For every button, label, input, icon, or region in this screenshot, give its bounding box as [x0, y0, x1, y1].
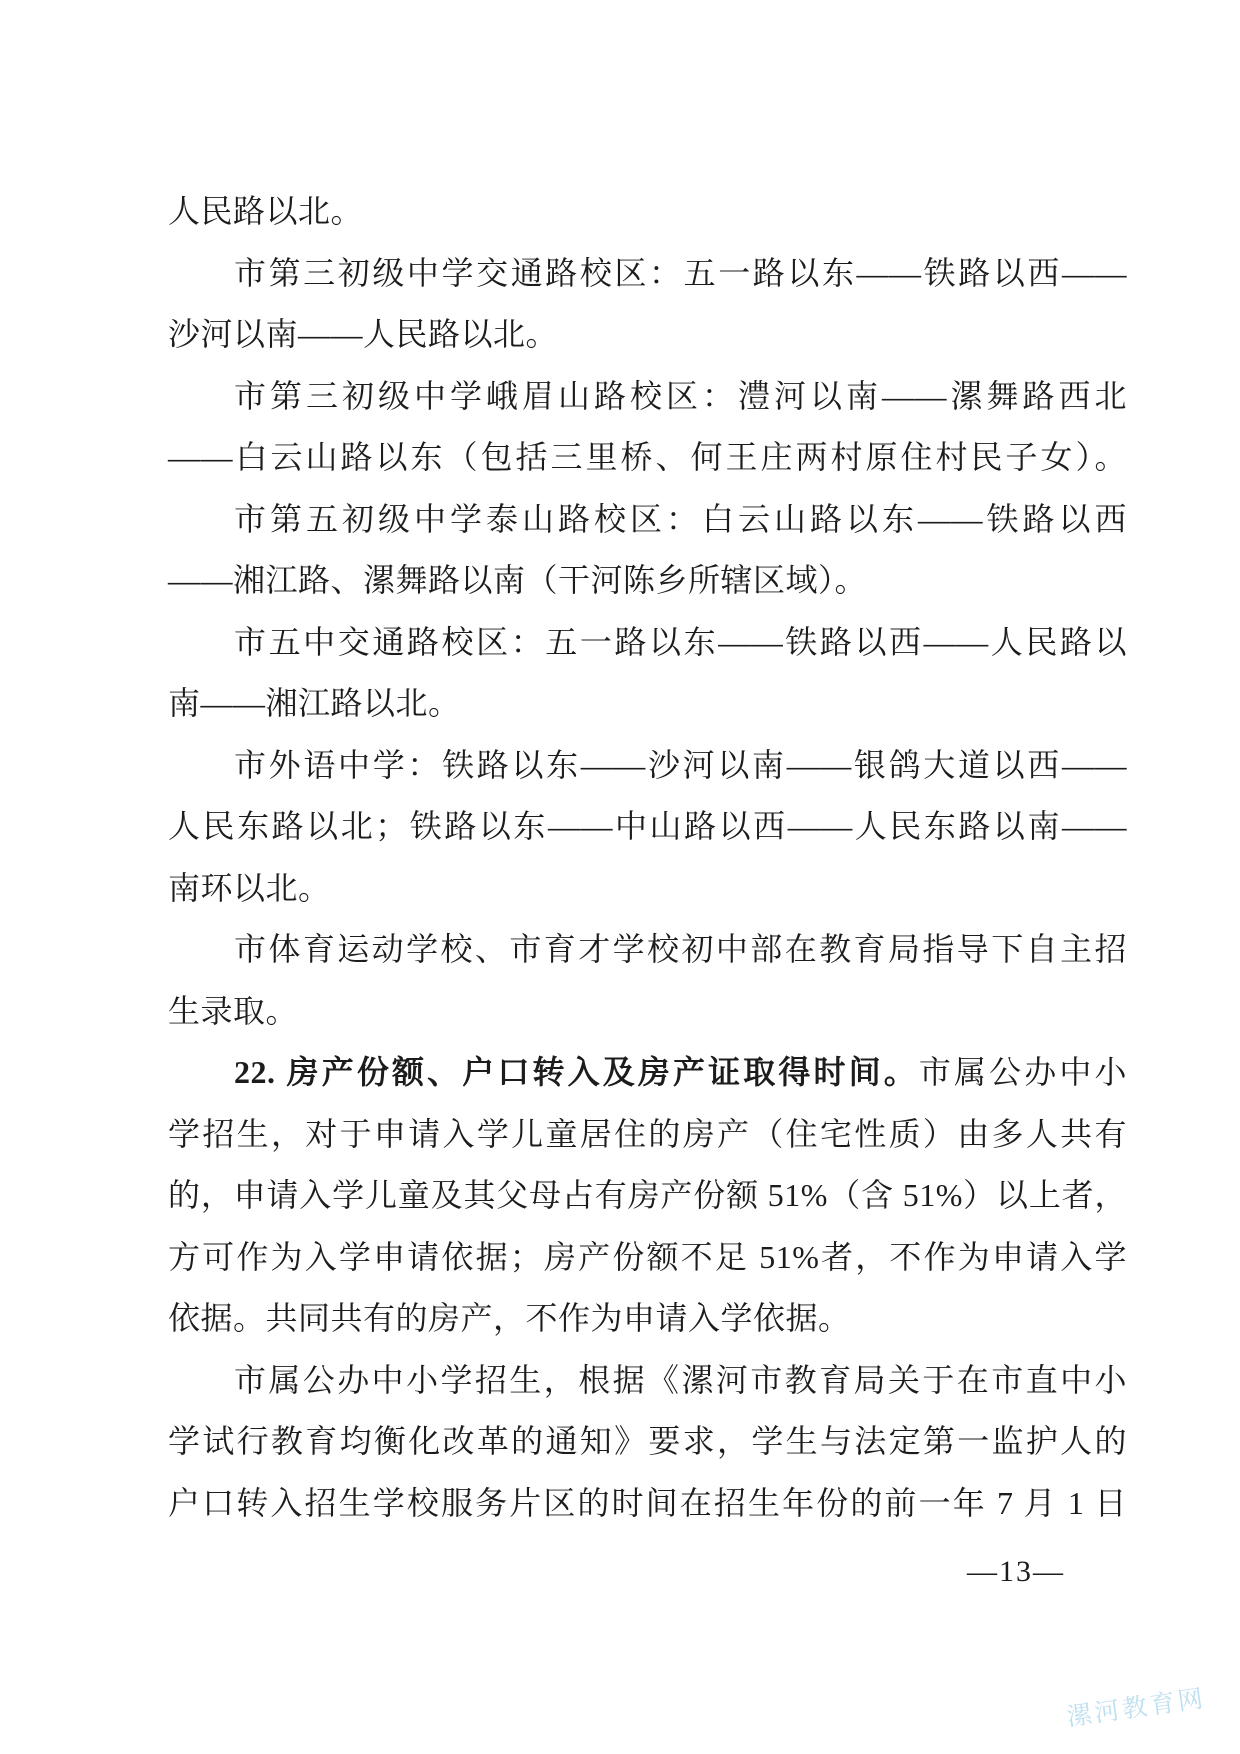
paragraph-text: 南环以北。 — [168, 869, 331, 906]
text-line — [168, 243, 1127, 305]
text-line — [168, 858, 1127, 920]
text-line — [168, 1227, 1127, 1289]
paragraph-text: 学招生，对于申请入学儿童居住的房产（住宅性质）由多人共有 — [168, 1115, 1127, 1152]
text-line — [168, 366, 1127, 428]
heading-text: 22. 房产份额、户口转入及房产证取得时间。 — [234, 1054, 919, 1090]
text-line — [168, 612, 1127, 674]
paragraph-text: 市属公办中小 — [918, 1054, 1127, 1090]
paragraph-text: 人民东路以北；铁路以东——中山路以西——人民东路以南—— — [168, 808, 1127, 844]
paragraph-text: ——白云山路以东（包括三里桥、何王庄两村原住村民子女）。 — [168, 439, 1127, 475]
text-line — [168, 796, 1127, 858]
paragraph-text: 市第五初级中学泰山路校区：白云山路以东——铁路以西 — [234, 500, 1127, 537]
paragraph-text: 市属公办中小学招生，根据《漯河市教育局关于在市直中小 — [234, 1361, 1127, 1398]
text-line — [168, 489, 1127, 551]
text-line — [168, 735, 1127, 797]
text-line — [168, 981, 1127, 1043]
text-line — [168, 919, 1127, 981]
text-line — [168, 181, 1127, 243]
text-line — [168, 1350, 1127, 1412]
document-body — [168, 181, 1127, 1534]
text-line — [168, 1104, 1127, 1166]
paragraph-text: 的，申请入学儿童及其父母占有房产份额 51%（含 51%）以上者， — [168, 1177, 1127, 1213]
paragraph-text: 生录取。 — [168, 992, 299, 1029]
paragraph-text: 人民路以北。 — [168, 193, 364, 229]
text-line — [168, 1288, 1127, 1350]
text-line — [168, 427, 1127, 489]
paragraph-text: 方可作为入学申请依据；房产份额不足 51%者，不作为申请入学 — [168, 1238, 1127, 1275]
paragraph-text: ——湘江路、漯舞路以南（干河陈乡所辖区域）。 — [168, 562, 868, 598]
text-line — [168, 1165, 1127, 1227]
paragraph-text: 市第三初级中学峨眉山路校区：澧河以南——漯舞路西北 — [234, 377, 1127, 414]
paragraph-text: 市第三初级中学交通路校区：五一路以东——铁路以西—— — [234, 254, 1127, 291]
text-line — [168, 1411, 1127, 1473]
text-line — [168, 673, 1127, 735]
paragraph-text: 南——湘江路以北。 — [168, 685, 461, 721]
text-line — [168, 304, 1127, 366]
text-line — [168, 550, 1127, 612]
paragraph-text: 市外语中学：铁路以东——沙河以南——银鸽大道以西—— — [234, 746, 1127, 783]
watermark: 漯河教育网 — [1065, 1685, 1208, 1732]
paragraph-text: 户口转入招生学校服务片区的时间在招生年份的前一年 7 月 1 日 — [168, 1484, 1127, 1521]
text-line — [168, 1042, 1127, 1104]
paragraph-text: 市体育运动学校、市育才学校初中部在教育局指导下自主招 — [234, 931, 1127, 967]
text-line — [168, 1473, 1127, 1535]
page-number: —13— — [967, 1555, 1065, 1588]
paragraph-text: 学试行教育均衡化改革的通知》要求，学生与法定第一监护人的 — [168, 1423, 1127, 1459]
paragraph-text: 沙河以南——人民路以北。 — [168, 316, 559, 352]
paragraph-text: 依据。共同共有的房产，不作为申请入学依据。 — [168, 1300, 851, 1336]
paragraph-text: 市五中交通路校区：五一路以东——铁路以西——人民路以 — [234, 623, 1127, 660]
